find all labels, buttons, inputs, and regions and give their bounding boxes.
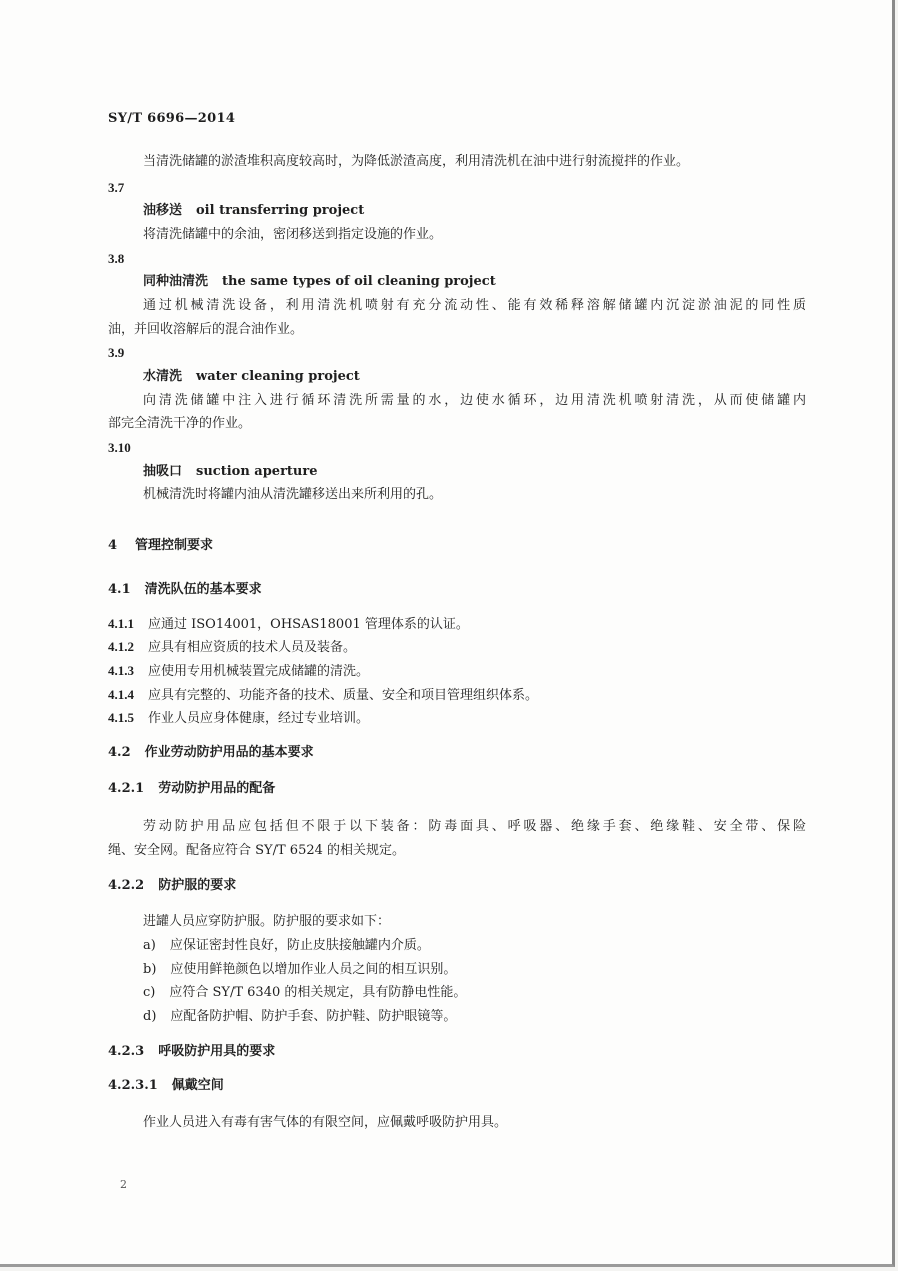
list-item: a) 应保证密封性良好，防止皮肤接触罐内介质。: [143, 938, 430, 953]
term-definition: 向清洗储罐中注入进行循环清洗所需量的水，边使水循环，边用清洗机喷射清洗，从而使储罐内: [143, 393, 806, 408]
term-definition: 机械清洗时将罐内油从清洗罐移送出来所利用的孔。: [143, 487, 443, 502]
subsection-heading: 4.1 清洗队伍的基本要求: [108, 582, 262, 597]
clause-body: 作业人员进入有毒有害气体的有限空间，应佩戴呼吸防护用具。: [143, 1115, 508, 1130]
clause-heading: 4.2.1 劳动防护用品的配备: [108, 781, 276, 796]
term-number: 3.8: [108, 251, 125, 266]
clause-heading: 4.2.3 呼吸防护用具的要求: [108, 1044, 276, 1059]
clause-item: 4.1.5 作业人员应身体健康，经过专业培训。: [108, 710, 370, 726]
term-number: 3.9: [108, 345, 125, 360]
term-title: 油移送 oil transferring project: [143, 203, 365, 218]
clause-item: 4.1.1 应通过 ISO14001，OHSAS18001 管理体系的认证。: [108, 616, 469, 632]
term-title: 同种油清洗 the same types of oil cleaning project: [143, 274, 496, 289]
subsection-heading: 4.2 作业劳动防护用品的基本要求: [108, 745, 314, 760]
term-number: 3.10: [108, 440, 131, 455]
clause-body: 绳、安全网。配备应符合 SY/T 6524 的相关规定。: [108, 843, 406, 858]
list-item: b) 应使用鲜艳颜色以增加作业人员之间的相互识别。: [143, 962, 457, 977]
clause-item: 4.1.2 应具有相应资质的技术人员及装备。: [108, 639, 357, 655]
clause-heading: 4.2.3.1 佩戴空间: [108, 1078, 224, 1093]
term-definition: 通过机械清洗设备，利用清洗机喷射有充分流动性、能有效稀释溶解储罐内沉淀淤油泥的同性质: [143, 298, 806, 313]
standard-code-header: SY/T 6696—2014: [108, 111, 236, 126]
term-title: 水清洗 water cleaning project: [143, 369, 360, 384]
section-heading: 4 管理控制要求: [108, 538, 214, 553]
term-title: 抽吸口 suction aperture: [143, 464, 318, 479]
page-number: 2: [120, 1178, 127, 1191]
clause-item: 4.1.4 应具有完整的、功能齐备的技术、质量、安全和项目管理组织体系。: [108, 687, 539, 703]
clause-item: 4.1.3 应使用专用机械装置完成储罐的清洗。: [108, 663, 370, 679]
clause-heading: 4.2.2 防护服的要求: [108, 878, 237, 893]
clause-body: 进罐人员应穿防护服。防护服的要求如下：: [143, 914, 391, 929]
list-item: c) 应符合 SY/T 6340 的相关规定，具有防静电性能。: [143, 985, 467, 1000]
term-number: 3.7: [108, 180, 125, 195]
intro-paragraph: 当清洗储罐的淤渣堆积高度较高时，为降低淤渣高度，利用清洗机在油中进行射流搅拌的作业。: [143, 154, 690, 169]
term-definition: 部完全清洗干净的作业。: [108, 416, 252, 431]
list-item: d) 应配备防护帽、防护手套、防护鞋、防护眼镜等。: [143, 1009, 457, 1024]
term-definition: 将清洗储罐中的余油，密闭移送到指定设施的作业。: [143, 227, 443, 242]
term-definition: 油，并回收溶解后的混合油作业。: [108, 322, 304, 337]
clause-body: 劳动防护用品应包括但不限于以下装备：防毒面具、呼吸器、绝缘手套、绝缘鞋、安全带、保险: [143, 819, 806, 834]
